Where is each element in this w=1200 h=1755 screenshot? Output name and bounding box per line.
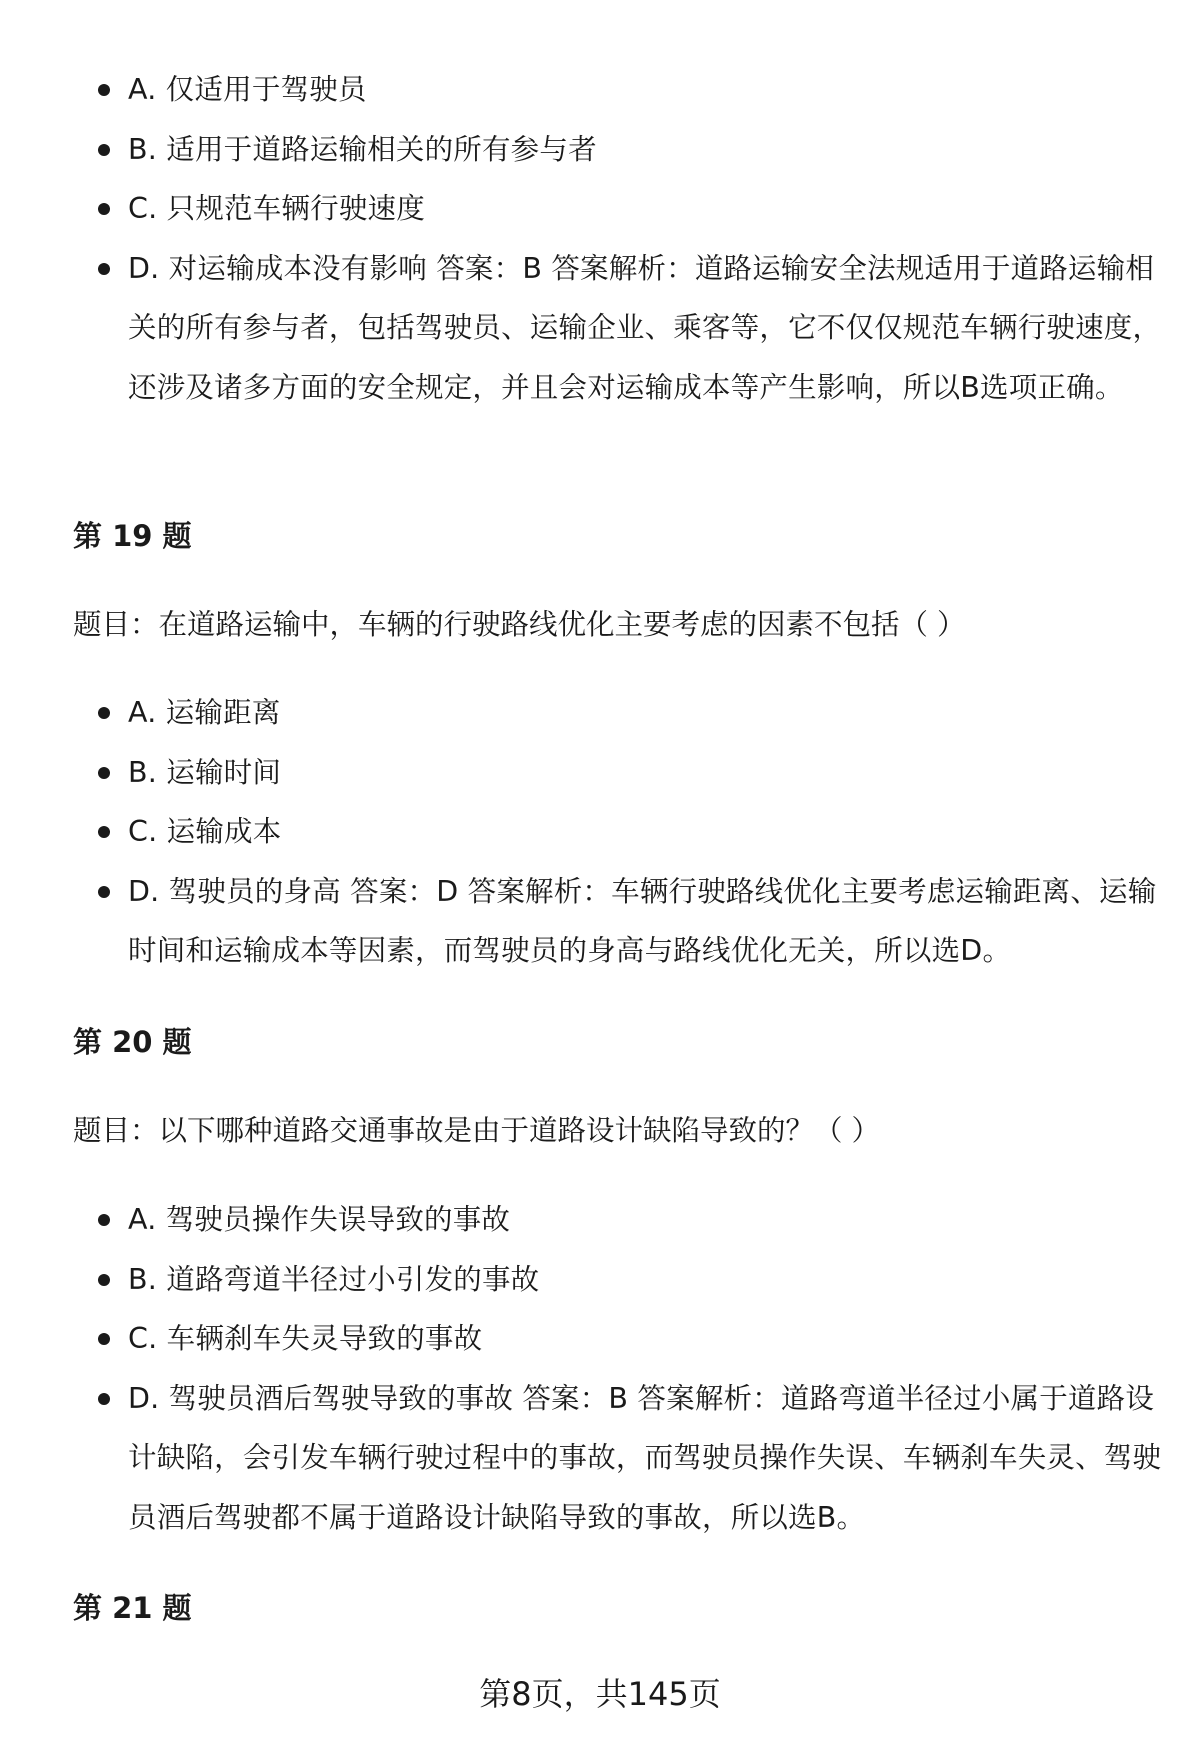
bullet-icon	[98, 886, 110, 898]
q19-option-b	[0, 743, 1200, 803]
bullet-icon	[98, 144, 110, 156]
q19-option-c	[0, 802, 1200, 862]
q18-option-b	[0, 120, 1200, 180]
option-text: B. 适用于道路运输相关的所有参与者	[128, 132, 597, 166]
q19-option-d-answer	[0, 862, 1200, 981]
q18-option-a	[0, 60, 1200, 120]
q20-heading: 第 20 题	[73, 1025, 192, 1059]
q20-option-a	[0, 1190, 1200, 1250]
q18-option-c	[0, 179, 1200, 239]
page-number-footer: 第8页，共145页	[479, 1675, 721, 1713]
bullet-icon	[98, 263, 110, 275]
option-text: C. 只规范车辆行驶速度	[128, 192, 425, 225]
bullet-icon	[98, 1214, 110, 1226]
q20-option-c	[0, 1309, 1200, 1369]
q18-options-list	[0, 60, 1200, 417]
q20-option-d-answer	[0, 1369, 1200, 1548]
q19-options-list	[0, 683, 1200, 981]
option-text: C. 运输成本	[128, 815, 282, 848]
bullet-icon	[98, 1393, 110, 1405]
bullet-icon	[98, 767, 110, 779]
q19-option-a	[0, 683, 1200, 743]
q18-option-d-answer	[0, 239, 1200, 418]
bullet-icon	[98, 826, 110, 838]
bullet-icon	[98, 1274, 110, 1286]
option-text: D. 驾驶员酒后驾驶导致的事故 答案：B 答案解析：道路弯道半径过小属于道路设计缺陷，会引发车辆行驶过程中的事故，而驾驶员操作失误、车辆刹车失灵、驾驶员酒后驾驶都不属于道路设计缺陷导致的事故，所以选B。	[128, 1381, 1162, 1534]
option-text: A. 仅适用于驾驶员	[128, 73, 367, 106]
option-text: B. 运输时间	[128, 755, 282, 789]
q20-stem: 题目：以下哪种道路交通事故是由于道路设计缺陷导致的？（ ）	[73, 1114, 881, 1147]
q21-heading: 第 21 题	[73, 1591, 192, 1625]
bullet-icon	[98, 84, 110, 96]
option-text: A. 运输距离	[128, 696, 281, 729]
bullet-icon	[98, 203, 110, 215]
q20-options-list	[0, 1190, 1200, 1547]
q19-heading: 第 19 题	[73, 519, 192, 553]
q20-option-b	[0, 1250, 1200, 1310]
bullet-icon	[98, 707, 110, 719]
option-text: B. 道路弯道半径过小引发的事故	[128, 1262, 540, 1296]
option-text: D. 对运输成本没有影响 答案：B 答案解析：道路运输安全法规适用于道路运输相关的所有参与者，包括驾驶员、运输企业、乘客等，它不仅仅规范车辆行驶速度，还涉及诸多方面的安全规定，并且会对运输成本等产生影响，所以B选项正确。	[128, 251, 1162, 404]
bullet-icon	[98, 1333, 110, 1345]
option-text: A. 驾驶员操作失误导致的事故	[128, 1203, 511, 1236]
q19-stem: 题目：在道路运输中，车辆的行驶路线优化主要考虑的因素不包括（ ）	[73, 608, 966, 641]
option-text: C. 车辆刹车失灵导致的事故	[128, 1322, 483, 1355]
option-text: D. 驾驶员的身高 答案：D 答案解析：车辆行驶路线优化主要考虑运输距离、运输时间和运输成本等因素，而驾驶员的身高与路线优化无关，所以选D。	[128, 874, 1157, 967]
